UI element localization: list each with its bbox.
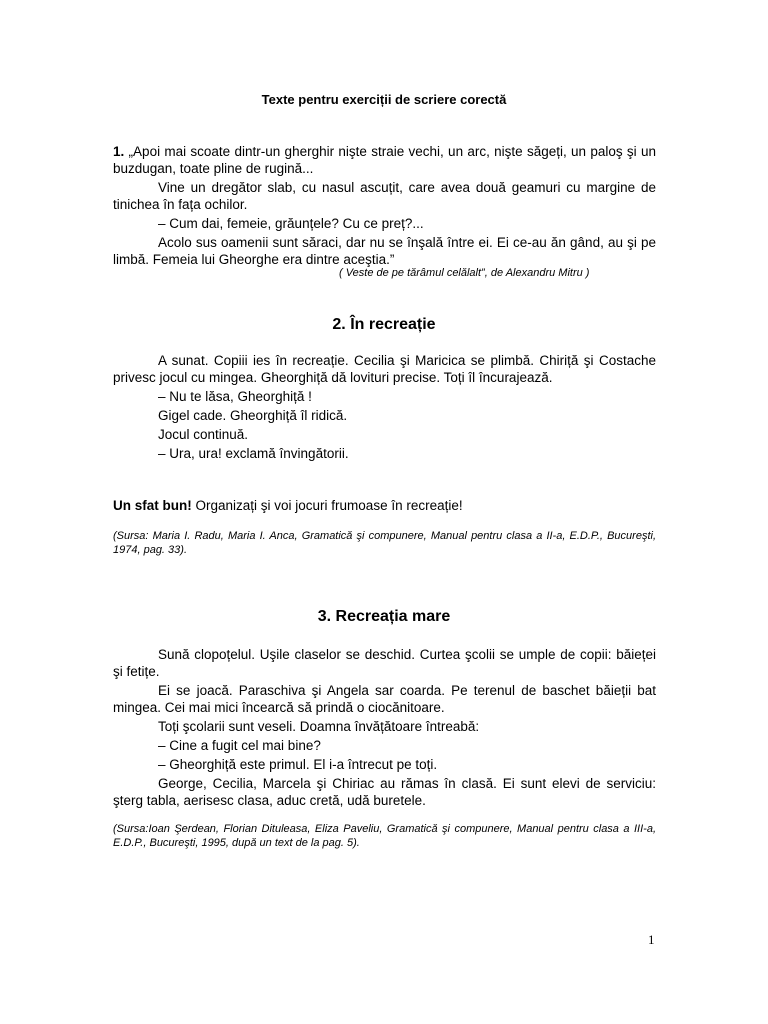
text-2-paragraph: – Ura, ura! exclamă învingătorii. xyxy=(158,446,349,461)
text-2-paragraph: – Nu te lăsa, Gheorghiță ! xyxy=(158,389,312,404)
text-1-number: 1. xyxy=(113,144,125,159)
advice-bold: Un sfat bun! xyxy=(113,498,192,513)
text-1-paragraph: Acolo sus oamenii sunt săraci, dar nu se înşală între ei. Ei ce-au ăn gând, au şi pe limbă. Femeia lui Gheorghe era dintre aceştia.” xyxy=(113,235,656,267)
text-3-paragraph: Toți şcolarii sunt veseli. Doamna învățătoare întreabă: xyxy=(158,719,480,734)
section-heading-3: 3. Recreația mare xyxy=(317,608,451,625)
text-2 xyxy=(113,352,656,464)
text-2-paragraph: A sunat. Copiii ies în recreație. Cecilia şi Maricica se plimbă. Chiriță şi Costache privesc jocul cu mingea. Gheorghiță dă lovituri precise. Toți îl încurajează. xyxy=(113,353,656,385)
text-3 xyxy=(113,646,656,811)
text-1-paragraph: – Cum dai, femeie, grăunțele? Cu ce preț?... xyxy=(158,216,424,231)
text-1-paragraph: Vine un dregător slab, cu nasul ascuțit, care avea două geamuri cu margine de tinichea în fața ochilor. xyxy=(113,180,656,212)
document-title: Texte pentru exerciții de scriere corectă xyxy=(261,92,507,107)
text-1-paragraph: 1. „Apoi mai scoate dintr-un gherghir nişte straie vechi, un arc, nişte săgeți, un paloş şi un buzdugan, toate pline de rugină... xyxy=(113,144,656,176)
text-3-paragraph: George, Cecilia, Marcela şi Chiriac au rămas în clasă. Ei sunt elevi de serviciu: şterg tabla, aerisesc clasa, aduc cretă, udă buretele. xyxy=(113,776,656,808)
section-heading-2: 2. În recreație xyxy=(332,316,436,333)
advice-line xyxy=(113,497,656,514)
text-2-source: (Sursa: Maria I. Radu, Maria I. Anca, Gramatică şi compunere, Manual pentru clasa a II-a, E.D.P., Bucureşti, 1974, pag. 33). xyxy=(113,530,656,556)
text-3-paragraph: Sună clopoțelul. Uşile claselor se deschid. Curtea şcolii se umple de copii: băieței şi fetițe. xyxy=(113,647,656,679)
text-3-source: (Sursa:Ioan Şerdean, Florian Dituleasa, Eliza Paveliu, Gramatică şi compunere, Manual pentru clasa a III-a, E.D.P., Bucureşti, 1995, după un text de la pag. 5). xyxy=(113,823,656,849)
page-number: 1 xyxy=(648,932,655,947)
advice-text: Organizați şi voi jocuri frumoase în recreație! xyxy=(191,498,463,513)
text-2-paragraph: Gigel cade. Gheorghiță îl ridică. xyxy=(158,408,348,423)
text-2-paragraph: Jocul continuă. xyxy=(158,427,249,442)
text-1-source: ( Veste de pe tărâmul celălalt”, de Alexandru Mitru ) xyxy=(339,267,590,279)
text-1 xyxy=(113,143,656,268)
text-3-paragraph: – Gheorghiță este primul. El i-a întrecut pe toți. xyxy=(158,757,438,772)
text-3-paragraph: – Cine a fugit cel mai bine? xyxy=(158,738,321,753)
text-3-paragraph: Ei se joacă. Paraschiva şi Angela sar coarda. Pe terenul de baschet băieții bat mingea. Cei mai mici încearcă să prindă o ciocănitoare. xyxy=(113,683,656,715)
